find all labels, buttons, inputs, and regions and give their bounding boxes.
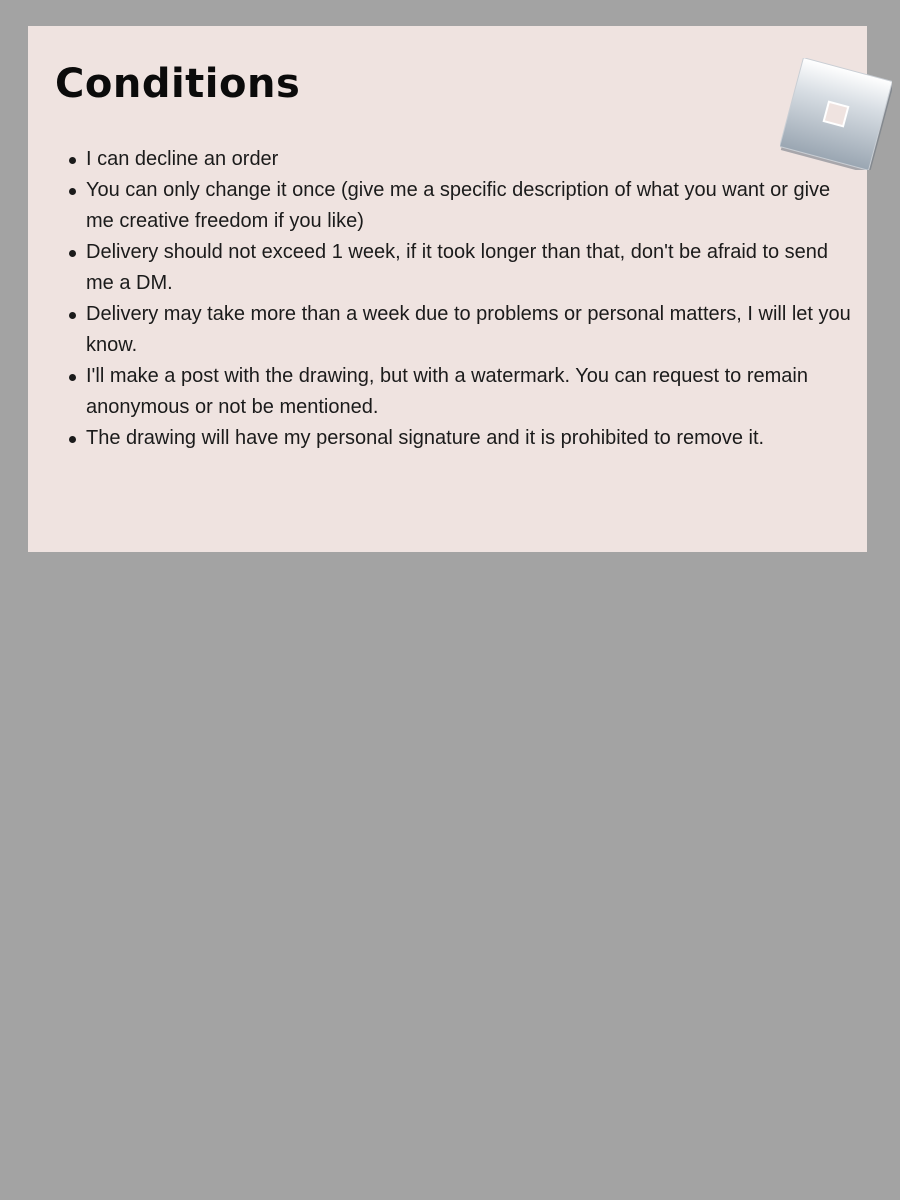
conditions-list (86, 144, 856, 454)
page-title: Conditions (55, 61, 301, 107)
bullet-icon (69, 250, 76, 257)
list-item (86, 361, 856, 423)
conditions-card (28, 26, 867, 552)
list-item-text: Delivery may take more than a week due to problems or personal matters, I will let you know. (86, 303, 851, 356)
list-item-text: I'll make a post with the drawing, but with a watermark. You can request to remain anonymous or not be mentioned. (86, 365, 808, 418)
list-item-text: Delivery should not exceed 1 week, if it took longer than that, don't be afraid to send me a DM. (86, 241, 829, 294)
list-item (86, 423, 856, 454)
list-item (86, 299, 856, 361)
list-item-text: The drawing will have my personal signature and it is prohibited to remove it. (86, 427, 765, 449)
list-item (86, 175, 856, 237)
bullet-icon (69, 188, 76, 195)
bullet-icon (69, 312, 76, 319)
list-item (86, 237, 856, 299)
bullet-icon (69, 436, 76, 443)
bullet-icon (69, 157, 76, 164)
bullet-icon (69, 374, 76, 381)
list-item (86, 144, 856, 175)
list-item-text: You can only change it once (give me a specific description of what you want or give me creative freedom if you like) (86, 179, 831, 232)
list-item-text: I can decline an order (86, 148, 279, 170)
